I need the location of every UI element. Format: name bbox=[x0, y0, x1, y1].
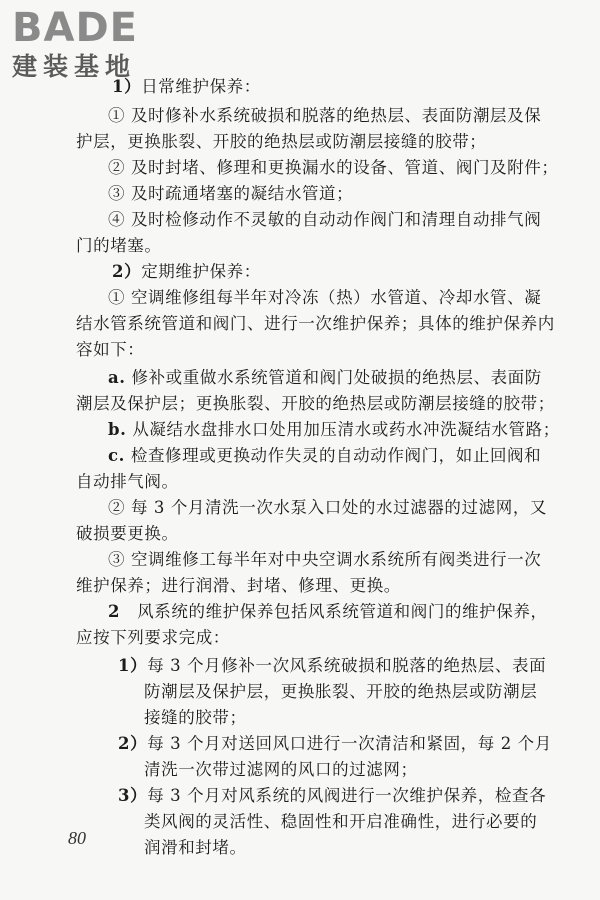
list-marker: a. bbox=[108, 368, 126, 387]
list-marker: 2） bbox=[112, 262, 142, 281]
text-line: 容如下： bbox=[76, 340, 145, 359]
text-line: 维护保养；进行润滑、封堵、修理、更换。 bbox=[76, 576, 401, 595]
text-line: 防潮层及保护层，更换胀裂、开胶的绝热层或防潮层 bbox=[144, 682, 538, 701]
list-marker: 3） bbox=[118, 786, 148, 805]
text-line: 结水管系统管道和阀门、进行一次维护保养；具体的维护保养内 bbox=[76, 314, 555, 333]
list-marker: 2） bbox=[118, 734, 148, 753]
text-line: ① 及时修补水系统破损和脱落的绝热层、表面防潮层及保 bbox=[108, 106, 542, 125]
list-marker: 1） bbox=[112, 77, 142, 96]
text-line: 潮层及保护层；更换胀裂、开胶的绝热层或防潮层接缝的胶带； bbox=[76, 394, 555, 413]
brand-logo-text: BADE bbox=[12, 5, 138, 51]
text-line: b. 从凝结水盘排水口处用加压清水或药水冲洗凝结水管路； bbox=[108, 420, 560, 439]
list-marker: 1） bbox=[118, 656, 148, 675]
text-line: 自动排气阀。 bbox=[76, 472, 179, 491]
list-marker: b. bbox=[108, 420, 127, 439]
list-marker: 2 bbox=[108, 602, 138, 621]
text-line: 1）每 3 个月修补一次风系统破损和脱落的绝热层、表面 bbox=[118, 656, 547, 675]
text-line: 清洗一次带过滤网的风口的过滤网； bbox=[144, 760, 418, 779]
text-line: 1）日常维护保养： bbox=[112, 77, 261, 96]
brand-logo bbox=[12, 6, 182, 82]
text-line: 2 风系统的维护保养包括风系统管道和阀门的维护保养， bbox=[108, 602, 548, 621]
text-line: 门的堵塞。 bbox=[76, 236, 162, 255]
text-line: ③ 及时疏通堵塞的凝结水管道； bbox=[108, 184, 354, 203]
text-line: ② 每 3 个月清洗一次水泵入口处的水过滤器的过滤网，又 bbox=[108, 498, 548, 517]
text-line: 润滑和封堵。 bbox=[144, 838, 247, 857]
text-line: 2）定期维护保养： bbox=[112, 262, 261, 281]
list-marker: c. bbox=[108, 446, 125, 465]
text-line: 应按下列要求完成： bbox=[76, 628, 230, 647]
text-line: ③ 空调维修工每半年对中央空调水系统所有阀类进行一次 bbox=[108, 550, 542, 569]
text-line: 2）每 3 个月对送回风口进行一次清洁和紧固，每 2 个月 bbox=[118, 734, 552, 753]
text-line: 类风阀的灵活性、稳固性和开启准确性，进行必要的 bbox=[144, 812, 538, 831]
text-line: 接缝的胶带； bbox=[144, 708, 247, 727]
brand-logo-subtitle: 建装基地 bbox=[12, 52, 137, 81]
text-line: ④ 及时检修动作不灵敏的自动动作阀门和清理自动排气阀 bbox=[108, 210, 542, 229]
page-number: 80 bbox=[68, 828, 86, 848]
text-line: 护层，更换胀裂、开胶的绝热层或防潮层接缝的胶带； bbox=[76, 132, 487, 151]
text-line: 3）每 3 个月对风系统的风阀进行一次维护保养，检查各 bbox=[118, 786, 547, 805]
text-line: ① 空调维修组每半年对冷冻（热）水管道、冷却水管、凝 bbox=[108, 288, 542, 307]
text-line: ② 及时封堵、修理和更换漏水的设备、管道、阀门及附件； bbox=[108, 158, 559, 177]
text-line: 破损要更换。 bbox=[76, 524, 179, 543]
text-line: a. 修补或重做水系统管道和阀门处破损的绝热层、表面防 bbox=[108, 368, 542, 387]
text-line: c. 检查修理或更换动作失灵的自动动作阀门，如止回阀和 bbox=[108, 446, 542, 465]
